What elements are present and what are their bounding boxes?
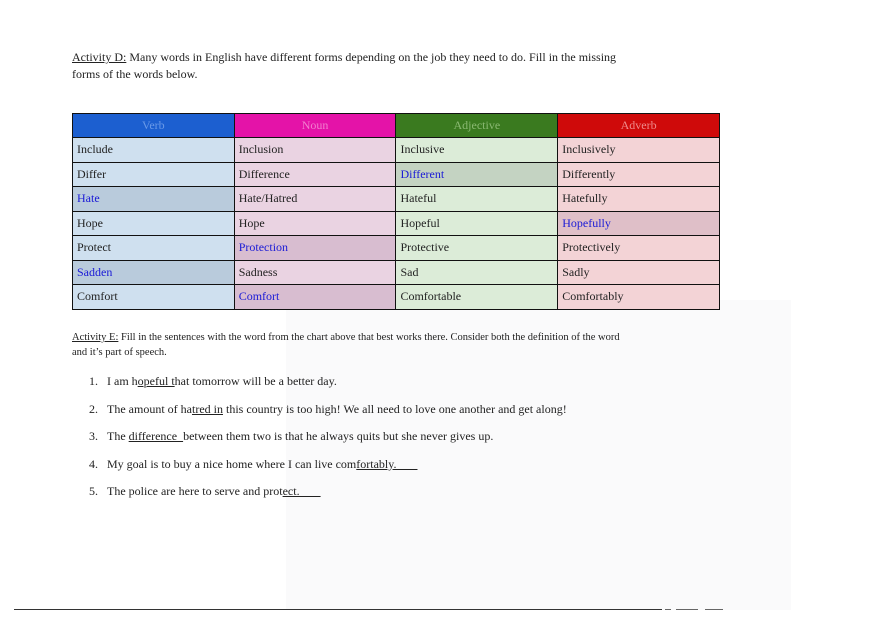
table-cell: Different bbox=[396, 162, 558, 187]
table-cell: Differently bbox=[558, 162, 720, 187]
activity-e-label: Activity E: bbox=[72, 332, 119, 343]
table-cell: Hate bbox=[73, 187, 235, 212]
table-header-row bbox=[73, 114, 720, 138]
activity-d-text: Many words in English have different forms depending on the job they need to do. Fill in the missing forms of the words below. bbox=[72, 50, 617, 81]
list-item bbox=[72, 394, 567, 422]
table-cell: Hope bbox=[73, 211, 235, 236]
list-item bbox=[72, 449, 567, 477]
table-cell: Inclusion bbox=[234, 138, 396, 163]
sentence-answer: tred in bbox=[191, 401, 223, 416]
table-cell: Sadden bbox=[73, 260, 235, 285]
table-cell: Differ bbox=[73, 162, 235, 187]
word-forms-table bbox=[72, 113, 720, 310]
table-cell: Difference bbox=[234, 162, 396, 187]
column-header-adverb: Adverb bbox=[558, 114, 720, 138]
table-cell: Protect bbox=[73, 236, 235, 261]
table-row bbox=[73, 236, 720, 261]
column-header-verb: Verb bbox=[73, 114, 235, 138]
table-row bbox=[73, 285, 720, 310]
sentence-answer: fortably. bbox=[356, 456, 418, 471]
sentence-text: between them two is that he always quits but she never gives up. bbox=[183, 429, 494, 444]
table-cell: Comfortably bbox=[558, 285, 720, 310]
table-cell: Comfortable bbox=[396, 285, 558, 310]
table-cell: Sadness bbox=[234, 260, 396, 285]
table-cell: Protectively bbox=[558, 236, 720, 261]
table-row bbox=[73, 162, 720, 187]
table-cell: Protective bbox=[396, 236, 558, 261]
activity-d-instructions bbox=[72, 49, 632, 83]
table-cell: Include bbox=[73, 138, 235, 163]
table-cell: Comfort bbox=[234, 285, 396, 310]
table-body bbox=[73, 138, 720, 310]
footer-mark bbox=[665, 609, 671, 610]
table-cell: Sadly bbox=[558, 260, 720, 285]
footer-mark bbox=[676, 609, 698, 610]
table-row bbox=[73, 138, 720, 163]
table-row bbox=[73, 260, 720, 285]
sentence-number: 3. bbox=[89, 429, 98, 444]
table-cell: Hope bbox=[234, 211, 396, 236]
sentence-text: hat tomorrow will be a better day. bbox=[174, 374, 337, 388]
sentence-number: 4. bbox=[89, 456, 98, 471]
table-cell: Hopefully bbox=[558, 211, 720, 236]
sentence-number: 2. bbox=[89, 401, 98, 416]
table-cell: Hopeful bbox=[396, 211, 558, 236]
page-bottom-rule bbox=[14, 609, 662, 610]
activity-e-instructions bbox=[72, 330, 632, 360]
sentence-number: 5. bbox=[89, 484, 98, 499]
table-cell: Inclusive bbox=[396, 138, 558, 163]
table-row bbox=[73, 211, 720, 236]
table-cell: Protection bbox=[234, 236, 396, 261]
table-cell: Hateful bbox=[396, 187, 558, 212]
sentence-text: I am h bbox=[107, 374, 138, 388]
sentence-answer: difference bbox=[128, 429, 184, 444]
sentence-text: The police are here to serve and prot bbox=[107, 484, 283, 499]
table-cell: Comfort bbox=[73, 285, 235, 310]
sentence-list bbox=[72, 366, 567, 504]
sentence-answer: opeful t bbox=[137, 374, 175, 388]
footer-mark bbox=[705, 609, 723, 610]
table-cell: Hatefully bbox=[558, 187, 720, 212]
column-header-noun: Noun bbox=[234, 114, 396, 138]
sentence-number: 1. bbox=[89, 374, 98, 388]
sentence-text: My goal is to buy a nice home where I can live com bbox=[107, 456, 357, 471]
activity-d-label: Activity D: bbox=[72, 50, 127, 64]
sentence-answer: ect. bbox=[282, 484, 321, 499]
sentence-text: this country is too high! We all need to love one another and get along! bbox=[222, 401, 567, 416]
list-item bbox=[72, 476, 567, 504]
column-header-adjective: Adjective bbox=[396, 114, 558, 138]
sentence-text: The bbox=[107, 429, 129, 444]
list-item bbox=[72, 366, 567, 394]
table-cell: Hate/Hatred bbox=[234, 187, 396, 212]
list-item bbox=[72, 421, 567, 449]
activity-e-text: Fill in the sentences with the word from the chart above that best works there. Consider both the definition of the word and it’s part of speech. bbox=[72, 332, 620, 358]
sentence-text: The amount of ha bbox=[107, 401, 192, 416]
table-row bbox=[73, 187, 720, 212]
table-cell: Sad bbox=[396, 260, 558, 285]
table-cell: Inclusively bbox=[558, 138, 720, 163]
